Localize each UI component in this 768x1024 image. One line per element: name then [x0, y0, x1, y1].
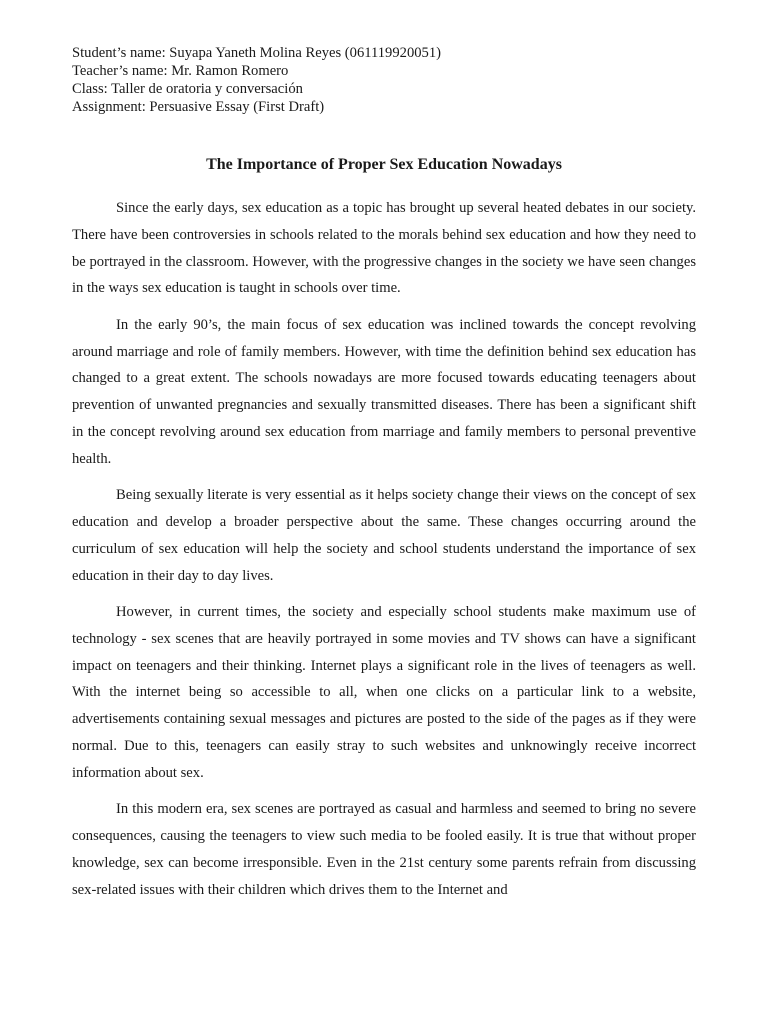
essay-paragraph-5: In this modern era, sex scenes are portrayed as casual and harmless and seemed to bring no severe consequences, causing the teenagers to view such media to be fooled easily. It is true that without proper knowledge, sex can become irresponsible. Even in the 21st century some parents refrain from discussing sex-related issues with their children which drives them to the Internet and — [72, 801, 696, 898]
essay-paragraph-1: Since the early days, sex education as a topic has brought up several heated debates in our society. There have been controversies in schools related to the morals behind sex education and how they need to be portrayed in the classroom. However, with the progressive changes in the society we have seen changes in the ways sex education is taught in schools over time. — [72, 200, 696, 297]
essay-paragraph-2: In the early 90’s, the main focus of sex education was inclined towards the concept revolving around marriage and role of family members. However, with time the definition behind sex education has changed to a great extent. The schools nowadays are more focused towards educating teenagers about prevention of unwanted pregnancies and sexually transmitted diseases. There has been a significant shift in the concept revolving around sex education from marriage and family members to personal preventive health. — [72, 316, 696, 467]
student-info-header — [72, 44, 441, 116]
essay-paragraph-3: Being sexually literate is very essential as it helps society change their views on the concept of sex education and develop a broader perspective about the same. These changes occurring around the curriculum of sex education will help the society and school students understand the importance of sex education in their day to day lives. — [72, 487, 696, 584]
essay-title: The Importance of Proper Sex Education Nowadays — [206, 156, 562, 173]
essay-body — [72, 195, 696, 913]
teacher-name-line: Teacher’s name: Mr. Ramon Romero — [72, 63, 289, 79]
assignment-line: Assignment: Persuasive Essay (First Draft) — [72, 99, 325, 115]
class-line: Class: Taller de oratoria y conversación — [72, 81, 303, 97]
student-name-line: Student’s name: Suyapa Yaneth Molina Reyes (061119920051) — [72, 45, 441, 61]
essay-paragraph-4: However, in current times, the society and especially school students make maximum use of technology - sex scenes that are heavily portrayed in some movies and TV shows can have a significant impact on teenagers and their thinking. Internet plays a significant role in the lives of teenagers as well. With the internet being so accessible to all, when one clicks on a particular link to a website, advertisements containing sexual messages and pictures are posted to the side of the pages as if they were normal. Due to this, teenagers can easily stray to such websites and unknowingly receive incorrect information about sex. — [72, 603, 696, 781]
